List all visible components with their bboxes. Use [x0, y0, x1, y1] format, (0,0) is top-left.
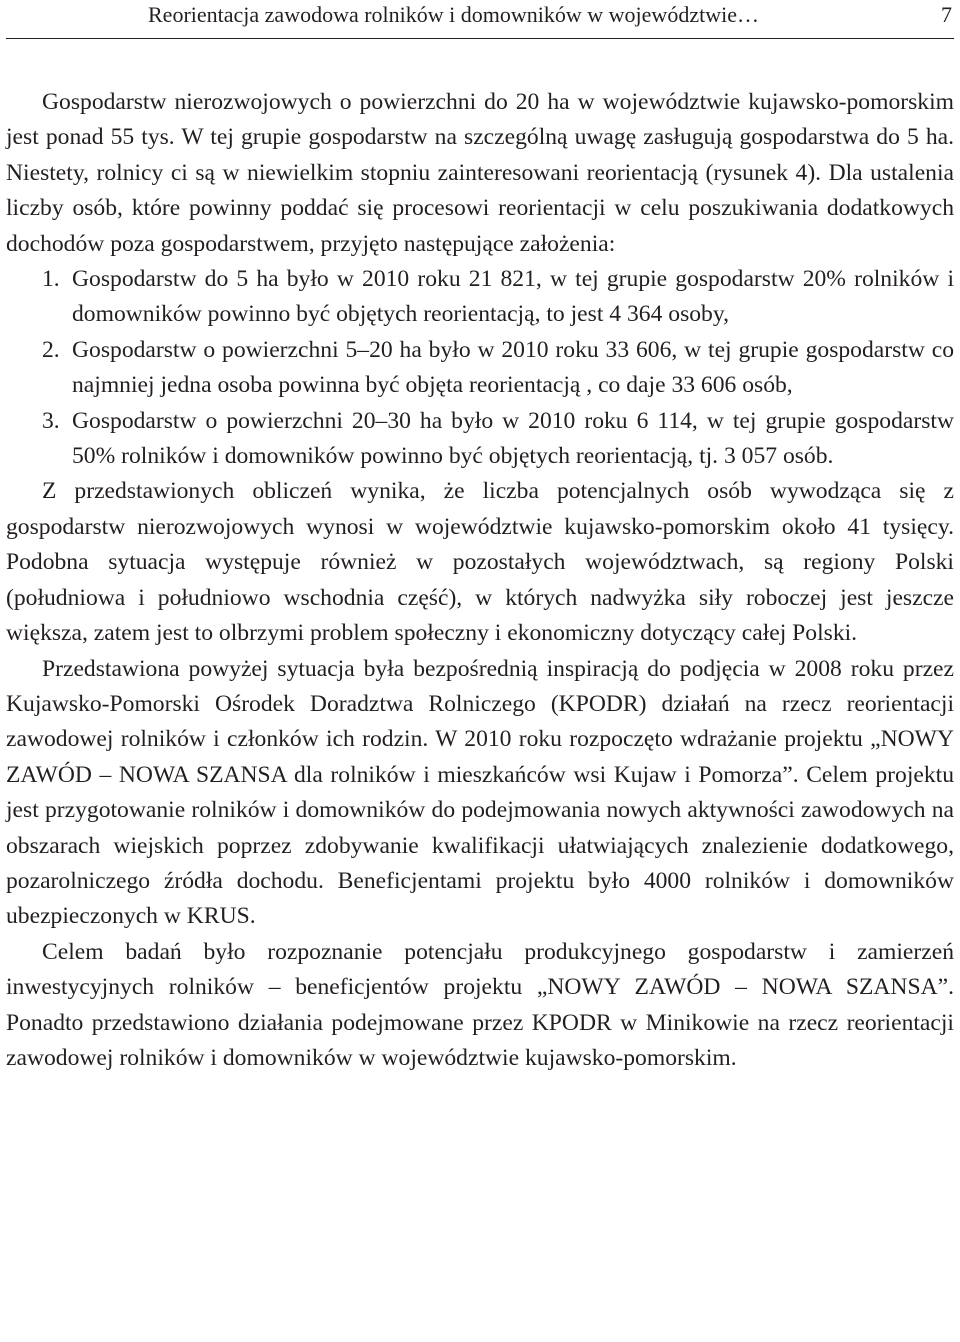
list-item-text: Gospodarstw do 5 ha było w 2010 roku 21 821, w tej grupie gospodarstw 20% rolników i domowników powinno być objętych reorientacją, to jest 4 364 osoby,: [72, 266, 954, 328]
list-item: [6, 262, 954, 333]
assumptions-list: [6, 262, 954, 474]
list-item-number: 2.: [42, 336, 60, 363]
list-item: [6, 404, 954, 475]
list-item-number: 1.: [42, 266, 60, 293]
document-page: [6, 0, 954, 1342]
running-header: [6, 0, 954, 39]
list-item: [6, 333, 954, 404]
running-header-title: Reorientacja zawodowa rolników i domowników w województwie…: [148, 2, 759, 27]
paragraph-calculations: Z przedstawionych obliczeń wynika, że liczba potencjalnych osób wywodząca się z gospodarstw nierozwojowych wynosi w województwie kujawsko-pomorskim około 41 tysięcy. Podobna sytuacja występuje również w pozostałych województwach, są regiony Polski (południowa i południowo wschodnia część), w których nadwyżka siły roboczej jest jeszcze większa, zatem jest to olbrzymi problem społeczny i ekonomiczny dotyczący całej Polski.: [6, 478, 954, 647]
paragraph-project: Przedstawiona powyżej sytuacja była bezpośrednią inspiracją do podjęcia w 2008 roku przez Kujawsko-Pomorski Ośrodek Doradztwa Rolniczego (KPODR) działań na rzecz reorientacji zawodowej rolników i członków ich rodzin. W 2010 roku rozpoczęto wdrażanie projektu „NOWY ZAWÓD – NOWA SZANSA dla rolników i mieszkańców wsi Kujaw i Pomorza”. Celem projektu jest przygotowanie rolników i domowników do podejmowania nowych aktywności zawodowych na obszarach wiejskich poprzez zdobywanie kwalifikacji ułatwiających znalezienie dodatkowego, pozarolniczego źródła dochodu. Beneficjentami projektu było 4000 rolników i domowników ubezpieczonych w KRUS.: [6, 655, 954, 930]
list-item-number: 3.: [42, 407, 60, 434]
paragraph-intro: Gospodarstw nierozwojowych o powierzchni do 20 ha w województwie kujawsko-pomorskim jest ponad 55 tys. W tej grupie gospodarstw na szczególną uwagę zasługują gospodarstwa do 5 ha. Niestety, rolnicy ci są w niewielkim stopniu zainteresowani reorientacją (rysunek 4). Dla ustalenia liczby osób, które powinny poddać się procesowi reorientacji w celu poszukiwania dodatkowych dochodów poza gospodarstwem, przyjęto następujące założenia:: [6, 89, 954, 257]
list-item-text: Gospodarstw o powierzchni 5–20 ha było w 2010 roku 33 606, w tej grupie gospodarstw co najmniej jedna osoba powinna być objęta reorientacją , co daje 33 606 osób,: [72, 336, 954, 399]
body-text: [6, 85, 954, 1076]
page-number: 7: [941, 2, 952, 27]
paragraph-research-goal: Celem badań było rozpoznanie potencjału produkcyjnego gospodarstw i zamierzeń inwestycyjnych rolników – beneficjentów projektu „NOWY ZAWÓD – NOWA SZANSA”. Ponadto przedstawiono działania podejmowane przez KPODR w Minikowie na rzecz reorientacji zawodowej rolników i domowników w województwie kujawsko-pomorskim.: [6, 938, 954, 1071]
list-item-text: Gospodarstw o powierzchni 20–30 ha było w 2010 roku 6 114, w tej grupie gospodarstw 50% rolników i domowników powinno być objętych reorientacją, tj. 3 057 osób.: [72, 407, 954, 470]
